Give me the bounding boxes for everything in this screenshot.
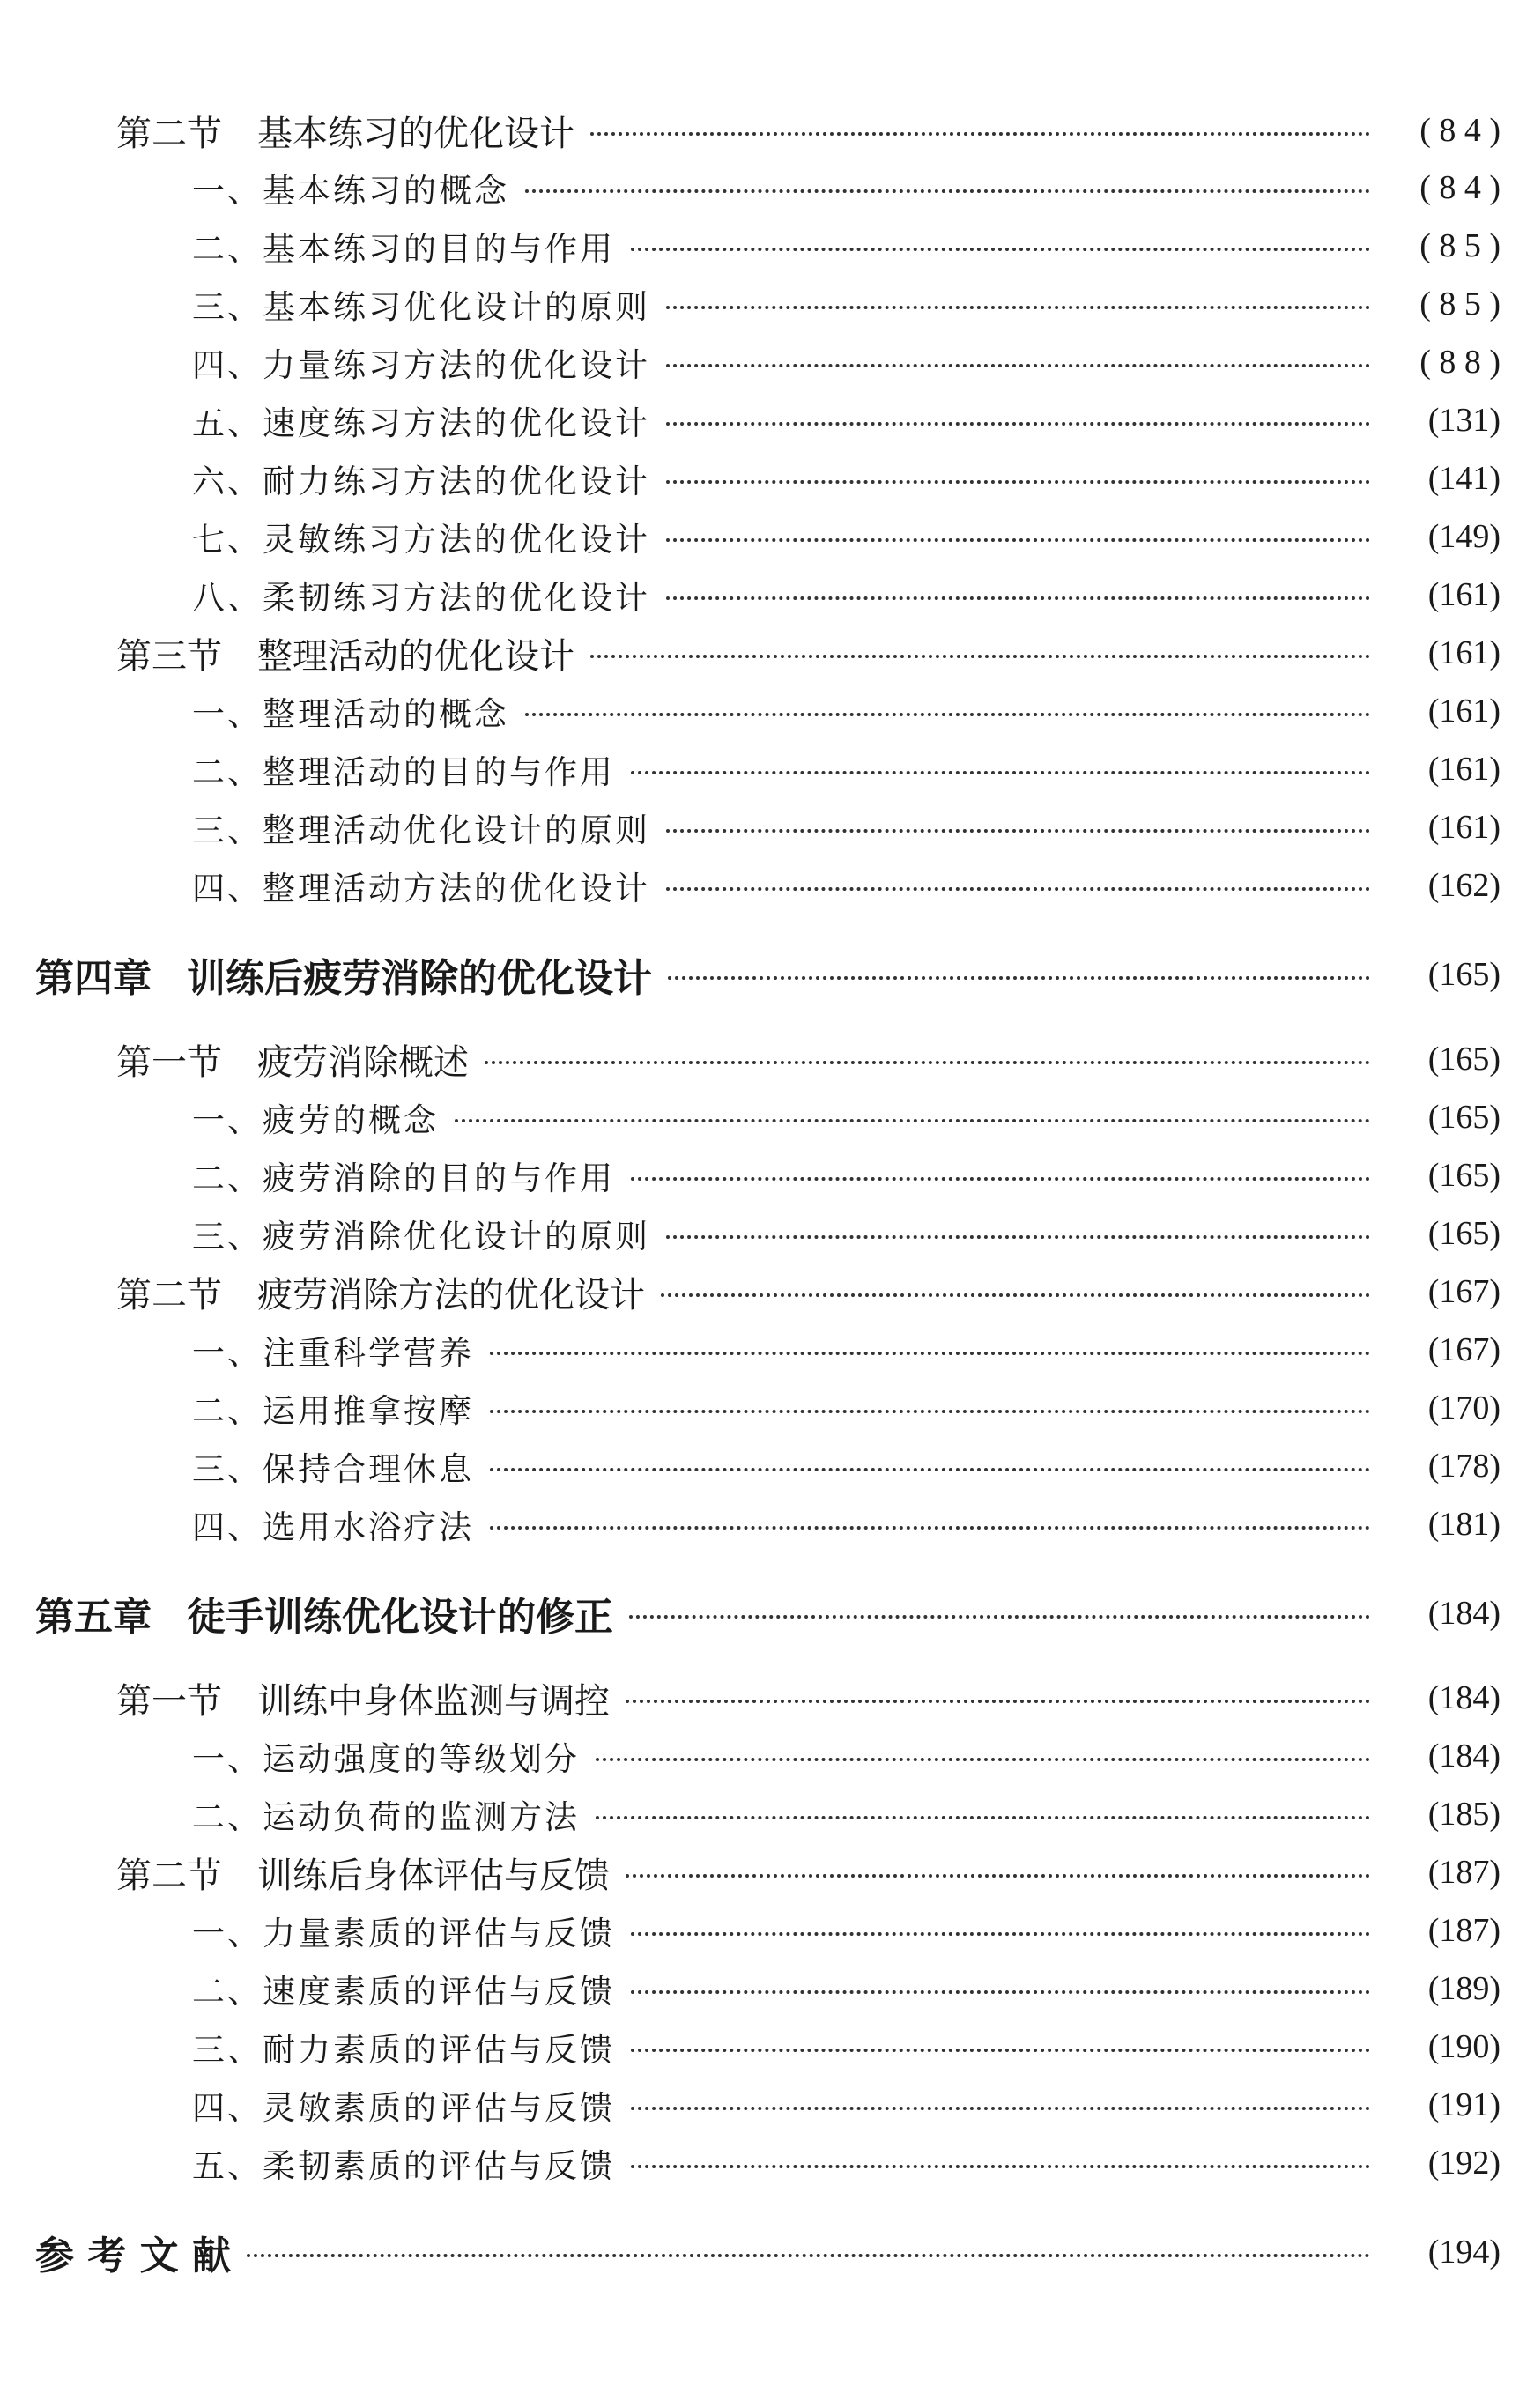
toc-entry-title bbox=[192, 280, 650, 328]
toc-page-number: (165) bbox=[1427, 1099, 1501, 1136]
toc-page-number: (191) bbox=[1427, 2086, 1501, 2123]
toc-entry-text: 五、柔韧素质的评估与反馈 bbox=[192, 2147, 615, 2185]
toc-page-number: (190) bbox=[1427, 2028, 1501, 2065]
toc-entry-text: 疲劳消除方法的优化设计 bbox=[257, 1274, 645, 1315]
toc-page-number: (185) bbox=[1427, 1796, 1501, 1833]
toc-page-number: (181) bbox=[1427, 1506, 1501, 1543]
toc-entry-title bbox=[192, 396, 650, 444]
toc-entry-text: 八、柔韧练习方法的优化设计 bbox=[192, 579, 650, 617]
toc-entry-title bbox=[116, 628, 574, 678]
toc-entry-text: 一、运动强度的等级划分 bbox=[192, 1740, 580, 1778]
toc-page-number: (194) bbox=[1427, 2234, 1501, 2271]
toc-entry-text: 参 考 文 献 bbox=[35, 2234, 231, 2278]
toc-entry-text: 二、整理活动的目的与作用 bbox=[192, 753, 615, 791]
toc-entry-item bbox=[0, 394, 1534, 447]
toc-entry-number: 第二节 bbox=[116, 113, 222, 154]
toc-entry-section bbox=[0, 1671, 1534, 1724]
toc-entry-text: 二、运用推拿按摩 bbox=[192, 1392, 474, 1430]
toc-entry-text: 三、整理活动优化设计的原则 bbox=[192, 811, 650, 849]
toc-page-number: ( 8 5 ) bbox=[1419, 227, 1501, 264]
dot-leader bbox=[631, 1177, 1370, 1181]
toc-entry-title bbox=[192, 1907, 615, 1954]
toc-entry-text: 二、基本练习的目的与作用 bbox=[192, 230, 615, 268]
toc-entry-text: 四、选用水浴疗法 bbox=[192, 1508, 474, 1546]
toc-page-number: (149) bbox=[1427, 518, 1501, 555]
dot-leader bbox=[631, 771, 1370, 774]
toc-page-number: (161) bbox=[1427, 809, 1501, 846]
toc-page-number: ( 8 4 ) bbox=[1419, 112, 1501, 149]
toc-entry-title bbox=[192, 862, 650, 909]
toc-page-number: (187) bbox=[1427, 1912, 1501, 1949]
toc-entry-title bbox=[192, 2023, 615, 2071]
toc-entry-item bbox=[0, 278, 1534, 330]
toc-page-number: (165) bbox=[1427, 1215, 1501, 1252]
toc-entry-item bbox=[0, 568, 1534, 621]
toc-page-number: (192) bbox=[1427, 2145, 1501, 2182]
toc-entry-text: 徒手训练优化设计的修正 bbox=[187, 1595, 613, 1640]
toc-entry-item bbox=[0, 161, 1534, 214]
dot-leader bbox=[631, 2049, 1370, 2052]
toc-entry-text: 七、灵敏练习方法的优化设计 bbox=[192, 521, 650, 559]
toc-page-number: (141) bbox=[1427, 460, 1501, 497]
dot-leader bbox=[629, 1615, 1370, 1619]
toc-entry-item bbox=[0, 1498, 1534, 1551]
toc-page-number: (161) bbox=[1427, 634, 1501, 671]
toc-entry-title bbox=[192, 1790, 580, 1838]
toc-page-number: (165) bbox=[1427, 956, 1501, 993]
toc-page-number: ( 8 8 ) bbox=[1419, 344, 1501, 381]
toc-entry-title bbox=[192, 745, 615, 793]
toc-page-number: (162) bbox=[1427, 867, 1501, 904]
dot-leader bbox=[666, 596, 1370, 600]
toc-entry-text: 三、保持合理休息 bbox=[192, 1450, 474, 1488]
toc-page-number: ( 8 5 ) bbox=[1419, 285, 1501, 322]
toc-entry-item bbox=[0, 2020, 1534, 2073]
toc-entry-number: 第一节 bbox=[116, 1041, 222, 1083]
toc-entry-item bbox=[0, 859, 1534, 912]
toc-entry-text: 训练中身体监测与调控 bbox=[257, 1680, 610, 1722]
toc-entry-chapter bbox=[0, 2226, 1534, 2278]
toc-entry-title bbox=[192, 1732, 580, 1780]
toc-entry-text: 疲劳消除概述 bbox=[257, 1041, 469, 1083]
toc-entry-text: 训练后疲劳消除的优化设计 bbox=[187, 956, 652, 1001]
toc-entry-text: 一、疲劳的概念 bbox=[192, 1101, 439, 1139]
toc-entry-item bbox=[0, 1207, 1534, 1260]
toc-page-number: (161) bbox=[1427, 751, 1501, 788]
toc-page-number: (161) bbox=[1427, 576, 1501, 613]
toc-page-number: (131) bbox=[1427, 402, 1501, 439]
toc-entry-title bbox=[116, 106, 574, 156]
toc-entry-section bbox=[0, 1033, 1534, 1085]
toc-entry-number: 第二节 bbox=[116, 1274, 222, 1315]
toc-entry-section bbox=[0, 626, 1534, 679]
toc-entry-item bbox=[0, 336, 1534, 389]
toc-entry-item bbox=[0, 1382, 1534, 1434]
dot-leader bbox=[668, 976, 1370, 980]
toc-entry-item bbox=[0, 1149, 1534, 1202]
toc-entry-title bbox=[192, 2139, 615, 2187]
toc-page-number: (184) bbox=[1427, 1679, 1501, 1716]
dot-leader bbox=[666, 306, 1370, 309]
toc-entry-title bbox=[192, 222, 615, 270]
toc-entry-text: 六、耐力练习方法的优化设计 bbox=[192, 463, 650, 500]
toc-entry-item bbox=[0, 1440, 1534, 1493]
dot-leader bbox=[247, 2254, 1370, 2257]
toc-entry-chapter bbox=[0, 1587, 1534, 1640]
dot-leader bbox=[590, 655, 1370, 658]
toc-entry-text: 三、疲劳消除优化设计的原则 bbox=[192, 1218, 650, 1256]
toc-entry-text: 四、力量练习方法的优化设计 bbox=[192, 346, 650, 384]
toc-entry-item bbox=[0, 2137, 1534, 2189]
toc-entry-text: 二、疲劳消除的目的与作用 bbox=[192, 1160, 615, 1197]
toc-entry-title bbox=[35, 946, 652, 1003]
toc-entry-item bbox=[0, 510, 1534, 563]
dot-leader bbox=[631, 2165, 1370, 2168]
toc-entry-item bbox=[0, 1323, 1534, 1376]
dot-leader bbox=[666, 364, 1370, 367]
dot-leader bbox=[525, 189, 1370, 193]
toc-entry-number: 第三节 bbox=[116, 635, 222, 677]
toc-entry-text: 整理活动的优化设计 bbox=[257, 635, 574, 677]
toc-entry-chapter bbox=[0, 948, 1534, 1001]
toc-entry-title bbox=[192, 1152, 615, 1199]
toc-entry-item bbox=[0, 2078, 1534, 2131]
dot-leader bbox=[631, 1990, 1370, 1994]
toc-entry-item bbox=[0, 801, 1534, 854]
dot-leader bbox=[666, 422, 1370, 426]
toc-entry-title bbox=[35, 1585, 613, 1641]
dot-leader bbox=[626, 1874, 1370, 1878]
toc-entry-title bbox=[192, 338, 650, 386]
toc-entry-item bbox=[0, 1788, 1534, 1841]
dot-leader bbox=[666, 829, 1370, 833]
dot-leader bbox=[666, 1235, 1370, 1239]
toc-entry-item bbox=[0, 1904, 1534, 1957]
dot-leader bbox=[490, 1526, 1370, 1530]
toc-entry-title bbox=[192, 513, 650, 560]
toc-page-number: (184) bbox=[1427, 1595, 1501, 1632]
toc-entry-title bbox=[192, 1500, 474, 1548]
dot-leader bbox=[631, 2107, 1370, 2110]
toc-page-number: (167) bbox=[1427, 1273, 1501, 1310]
dot-leader bbox=[631, 1932, 1370, 1936]
toc-page-number: (178) bbox=[1427, 1448, 1501, 1485]
dot-leader bbox=[490, 1352, 1370, 1355]
dot-leader bbox=[666, 480, 1370, 484]
dot-leader bbox=[596, 1816, 1370, 1819]
toc-page-number: (161) bbox=[1427, 693, 1501, 730]
toc-entry-item bbox=[0, 1962, 1534, 2015]
dot-leader bbox=[490, 1410, 1370, 1413]
toc-entry-title bbox=[192, 2081, 615, 2129]
toc-entry-title bbox=[192, 804, 650, 851]
toc-entry-section bbox=[0, 1846, 1534, 1899]
toc-entry-item bbox=[0, 1091, 1534, 1144]
toc-entry-title bbox=[192, 164, 509, 211]
toc-entry-title bbox=[192, 1093, 439, 1141]
toc-entry-item bbox=[0, 743, 1534, 796]
toc-entry-number: 第二节 bbox=[116, 1855, 222, 1896]
toc-entry-text: 一、基本练习的概念 bbox=[192, 172, 509, 210]
toc-entry-text: 一、整理活动的概念 bbox=[192, 695, 509, 733]
toc-page-number: (187) bbox=[1427, 1854, 1501, 1891]
toc-page-number: (184) bbox=[1427, 1737, 1501, 1775]
toc-entry-title bbox=[192, 1442, 474, 1490]
toc-entry-text: 训练后身体评估与反馈 bbox=[257, 1855, 610, 1896]
toc-entry-number: 第一节 bbox=[116, 1680, 222, 1722]
toc-entry-item bbox=[0, 685, 1534, 737]
toc-entry-text: 四、整理活动方法的优化设计 bbox=[192, 870, 650, 908]
toc-entry-text: 五、速度练习方法的优化设计 bbox=[192, 404, 650, 442]
dot-leader bbox=[631, 248, 1370, 251]
toc-entry-title bbox=[192, 1384, 474, 1432]
dot-leader bbox=[626, 1700, 1370, 1703]
dot-leader bbox=[666, 887, 1370, 891]
toc-entry-title bbox=[192, 1326, 474, 1374]
toc-entry-title bbox=[192, 455, 650, 502]
toc-entry-item bbox=[0, 219, 1534, 272]
toc-entry-text: 三、耐力素质的评估与反馈 bbox=[192, 2031, 615, 2069]
toc-page-number: (165) bbox=[1427, 1041, 1501, 1078]
toc-entry-section bbox=[0, 104, 1534, 157]
dot-leader bbox=[490, 1468, 1370, 1471]
toc-entry-title bbox=[35, 2224, 231, 2280]
dot-leader bbox=[666, 538, 1370, 542]
toc-entry-text: 三、基本练习优化设计的原则 bbox=[192, 288, 650, 326]
toc-entry-text: 一、力量素质的评估与反馈 bbox=[192, 1915, 615, 1952]
toc-entry-section bbox=[0, 1265, 1534, 1318]
toc-entry-title bbox=[116, 1267, 645, 1317]
dot-leader bbox=[455, 1119, 1370, 1122]
dot-leader bbox=[590, 132, 1370, 136]
dot-leader bbox=[525, 713, 1370, 716]
toc-entry-title bbox=[116, 1848, 610, 1898]
toc-page-number: (165) bbox=[1427, 1157, 1501, 1194]
toc-entry-title bbox=[192, 571, 650, 619]
toc-page-number: (170) bbox=[1427, 1389, 1501, 1426]
toc-entry-number: 第五章 bbox=[35, 1595, 152, 1640]
toc-entry-title bbox=[116, 1034, 469, 1085]
toc-entry-text: 二、运动负荷的监测方法 bbox=[192, 1798, 580, 1836]
toc-entry-title bbox=[192, 1210, 650, 1257]
toc-entry-item bbox=[0, 1730, 1534, 1782]
toc-entry-text: 一、注重科学营养 bbox=[192, 1334, 474, 1372]
toc-page-number: (189) bbox=[1427, 1970, 1501, 2007]
toc-entry-item bbox=[0, 452, 1534, 505]
dot-leader bbox=[596, 1758, 1370, 1761]
toc-entry-title bbox=[116, 1673, 610, 1723]
toc-page-number: ( 8 4 ) bbox=[1419, 169, 1501, 206]
toc-entry-text: 四、灵敏素质的评估与反馈 bbox=[192, 2089, 615, 2127]
toc-entry-number: 第四章 bbox=[35, 956, 152, 1001]
toc-page-number: (167) bbox=[1427, 1331, 1501, 1368]
toc-entry-title bbox=[192, 1965, 615, 2012]
toc-entry-text: 基本练习的优化设计 bbox=[257, 113, 574, 154]
toc-entry-title bbox=[192, 687, 509, 735]
dot-leader bbox=[661, 1293, 1370, 1297]
dot-leader bbox=[485, 1061, 1370, 1064]
toc-entry-text: 二、速度素质的评估与反馈 bbox=[192, 1973, 615, 2011]
